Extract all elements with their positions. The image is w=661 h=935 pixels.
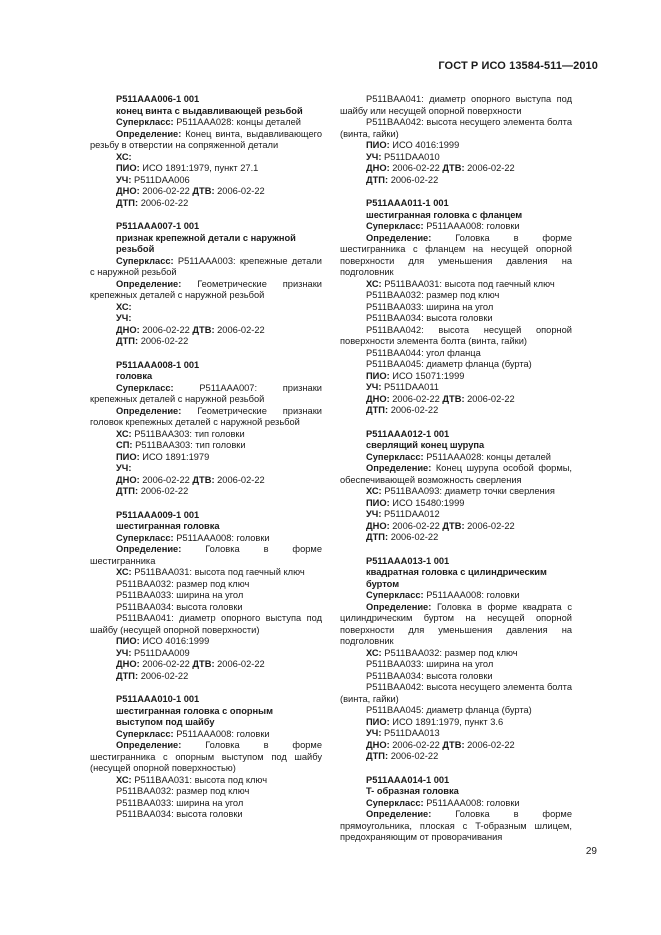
xc-value: P511BAA041: диаметр опорного выступа под шайбу (несущей опорной поверхности) [90, 613, 322, 635]
pio-label: ПИО: [116, 636, 140, 646]
xc-line [90, 602, 322, 614]
definition-line [340, 809, 572, 844]
dtp-value: 2006-02-22 [140, 197, 189, 208]
xc-line [90, 567, 322, 579]
dates-line [340, 394, 572, 406]
dtp-line [340, 751, 572, 763]
superclass-label: Суперкласс: [116, 532, 174, 543]
dno-label: ДНО: [116, 324, 140, 335]
definition-label: Определение: [366, 601, 432, 612]
superclass-label: Суперкласс: [366, 221, 424, 231]
pio-value: ИСО 1891:1979 [142, 451, 210, 462]
xc-line [340, 290, 572, 302]
dno-value: 2006-02-22 [142, 324, 190, 335]
xc-value: P511BAA034: высота головки [366, 670, 493, 681]
definition-value: Конец винта, выдавливающего резьбу в отверстии на сопряженной детали [90, 128, 322, 150]
entry-code: P511AAA008-1 001 [116, 359, 200, 370]
uch-line [340, 728, 572, 740]
dtp-value: 2006-02-22 [140, 486, 189, 496]
definition-line [90, 129, 322, 152]
uch-line [90, 313, 322, 325]
dtp-value: 2006-02-22 [140, 670, 189, 681]
xc-line [340, 671, 572, 683]
xc-line [340, 348, 572, 360]
xc-line [90, 152, 322, 164]
uch-line [340, 382, 572, 394]
dno-value: 2006-02-22 [392, 520, 440, 531]
dtv-label: ДТВ: [192, 659, 215, 669]
xc-line [340, 302, 572, 314]
xc-line [340, 682, 572, 705]
xc-line [340, 359, 572, 371]
entry-name: шестигранная головка с фланцем [366, 209, 523, 220]
xc-label: ХС: [116, 151, 132, 162]
dtv-value: 2006-02-22 [217, 474, 265, 485]
superclass-label: Суперкласс: [366, 451, 424, 462]
superclass-label: Суперкласс: [116, 382, 174, 393]
dtp-line [340, 532, 572, 544]
definition-value: Конец шурупа особой формы, обеспечивающей возможность сверления [340, 463, 572, 485]
definition-value: Геометрические признаки головок крепежных деталей с наружной резьбой [90, 405, 322, 427]
definition-line [340, 233, 572, 279]
superclass-label: Суперкласс: [116, 728, 174, 739]
pio-label: ПИО: [116, 163, 140, 173]
entry-name: квадратная головка с цилиндрическим буртом [366, 567, 547, 589]
pio-line [90, 452, 322, 464]
uch-line [340, 152, 572, 164]
dtp-value: 2006-02-22 [390, 174, 439, 185]
pio-label: ПИО: [366, 716, 390, 727]
dates-line [90, 186, 322, 198]
xc-value: P511BAA031: высота под гаечный ключ [134, 567, 305, 577]
definition-entry [340, 429, 572, 544]
pio-label: ПИО: [366, 140, 390, 150]
dates-line [90, 325, 322, 337]
right-column [340, 94, 572, 856]
page-number: 29 [585, 846, 597, 857]
entry-name: сверлящий конец шурупа [366, 440, 485, 450]
dtp-label: ДТП: [116, 336, 139, 346]
xc-value: P511BAA033: ширина на угол [116, 590, 244, 600]
definition-entry [90, 94, 322, 209]
xc-line [340, 486, 572, 498]
xc-value: P511BAA031: высота под ключ [134, 774, 268, 785]
dtv-label: ДТВ: [442, 163, 465, 173]
uch-label: УЧ: [116, 174, 132, 185]
pio-line [340, 140, 572, 152]
xc-value: P511BAA032: размер под ключ [384, 647, 518, 658]
dtv-label: ДТВ: [192, 324, 215, 335]
uch-label: УЧ: [116, 463, 132, 473]
superclass-line [90, 729, 322, 741]
sp-value: P511BAA303: тип головки [135, 440, 246, 450]
dtp-value: 2006-02-22 [390, 405, 439, 415]
superclass-label: Суперкласс: [116, 117, 174, 127]
uch-value: P511DAA006 [134, 174, 190, 185]
dtv-value: 2006-02-22 [467, 163, 515, 173]
xc-value: P511BAA032: размер под ключ [116, 786, 250, 796]
dtp-line [90, 486, 322, 498]
definition-entry [90, 221, 322, 348]
pio-line [90, 163, 322, 175]
dtv-value: 2006-02-22 [217, 186, 265, 196]
xc-line [90, 798, 322, 810]
definition-label: Определение: [116, 740, 182, 750]
xc-line [90, 302, 322, 314]
dno-label: ДНО: [366, 520, 390, 531]
dtv-label: ДТВ: [442, 739, 465, 750]
xc-label: ХС: [366, 647, 382, 658]
entry-code: P511AAA011-1 001 [366, 198, 449, 208]
page-header: ГОСТ Р ИСО 13584-511—2010 [438, 60, 598, 72]
entry-code: P511AAA007-1 001 [116, 221, 200, 231]
definition-value: Головка в форме прямоугольника, плоская с T-образным шлицем, предохраняющим от проворачивания [340, 809, 572, 842]
superclass-line [90, 533, 322, 545]
uch-line [90, 463, 322, 475]
dtp-label: ДТП: [366, 174, 389, 185]
xc-value: P511BAA093: диаметр точки сверления [384, 486, 555, 496]
dtp-label: ДТП: [116, 197, 139, 208]
pio-label: ПИО: [116, 451, 140, 462]
uch-line [90, 648, 322, 660]
definition-entry [340, 94, 572, 186]
xc-line [340, 705, 572, 717]
definition-entry [340, 775, 572, 844]
superclass-line [340, 221, 572, 233]
dtp-line [90, 671, 322, 683]
xc-line [90, 590, 322, 602]
xc-value: P511BAA041: диаметр опорного выступа под шайбу или несущей опорной поверхности [340, 94, 572, 116]
dates-line [90, 659, 322, 671]
dtv-value: 2006-02-22 [467, 520, 515, 531]
uch-value: P511DAA013 [384, 728, 440, 738]
dtp-label: ДТП: [116, 670, 139, 681]
superclass-label: Суперкласс: [366, 590, 424, 600]
xc-line [340, 117, 572, 140]
uch-line [90, 175, 322, 187]
entry-name: T- образная головка [366, 786, 459, 796]
dtv-label: ДТВ: [442, 520, 465, 531]
definition-label: Определение: [366, 232, 432, 243]
superclass-value: P511AAA028: концы деталей [426, 451, 552, 462]
xc-value: P511BAA303: тип головки [134, 428, 245, 439]
entry-code: P511AAA013-1 001 [366, 555, 450, 566]
definition-entry [340, 198, 572, 417]
definition-label: Определение: [116, 544, 182, 554]
definition-label: Определение: [116, 278, 182, 289]
pio-value: ИСО 4016:1999 [142, 636, 210, 646]
uch-label: УЧ: [116, 313, 132, 323]
xc-line [90, 579, 322, 591]
dno-label: ДНО: [366, 739, 390, 750]
dates-line [340, 740, 572, 752]
xc-label: ХС: [116, 428, 132, 439]
dtp-line [90, 336, 322, 348]
superclass-value: P511AAA008: головки [176, 728, 270, 739]
definition-entry [90, 694, 322, 821]
entry-name: признак крепежной детали с наружной резьбой [116, 232, 296, 254]
xc-value: P511BAA044: угол фланца [366, 347, 481, 358]
xc-line [340, 313, 572, 325]
entry-name: шестигранная головка [116, 521, 220, 531]
xc-value: P511BAA034: высота головки [366, 313, 493, 323]
xc-label: ХС: [366, 486, 382, 496]
definition-label: Определение: [366, 809, 432, 819]
uch-label: УЧ: [366, 151, 382, 162]
dates-line [340, 163, 572, 175]
dno-value: 2006-02-22 [392, 163, 440, 173]
xc-line [90, 809, 322, 821]
xc-line [90, 786, 322, 798]
xc-value: P511BAA032: размер под ключ [366, 290, 500, 300]
sp-line [90, 440, 322, 452]
pio-line [340, 498, 572, 510]
uch-label: УЧ: [366, 382, 382, 392]
superclass-value: P511AAA007: признаки крепежных деталей с наружной резьбой [90, 382, 322, 404]
xc-value: P511BAA045: диаметр фланца (бурта) [366, 359, 532, 369]
dtp-label: ДТП: [366, 751, 389, 761]
dno-label: ДНО: [366, 163, 390, 173]
uch-value: P511DAA009 [134, 647, 190, 658]
xc-line [340, 325, 572, 348]
xc-label: ХС: [116, 567, 132, 577]
dtp-line [340, 405, 572, 417]
definition-line [90, 279, 322, 302]
dtp-value: 2006-02-22 [390, 751, 439, 761]
superclass-label: Суперкласс: [366, 797, 424, 808]
definition-entry [90, 360, 322, 498]
entry-name: шестигранная головка с опорным выступом под шайбу [116, 705, 273, 727]
xc-label: ХС: [116, 774, 132, 785]
xc-line [340, 659, 572, 671]
dtv-value: 2006-02-22 [217, 324, 265, 335]
entry-code: P511AAA012-1 001 [366, 428, 450, 439]
definition-label: Определение: [116, 405, 182, 416]
dtp-line [340, 175, 572, 187]
dno-value: 2006-02-22 [142, 659, 190, 669]
dtv-value: 2006-02-22 [217, 659, 265, 669]
definition-value: Головка в форме квадрата с цилиндрическим буртом на несущей опорной поверхности для уменьшения давления на подголовник [340, 601, 572, 646]
dtv-label: ДТВ: [192, 186, 215, 196]
dtv-value: 2006-02-22 [467, 393, 515, 404]
dno-label: ДНО: [116, 659, 140, 669]
sp-label: СП: [116, 440, 133, 450]
pio-label: ПИО: [366, 370, 390, 381]
dtp-value: 2006-02-22 [140, 336, 189, 346]
dno-value: 2006-02-22 [142, 186, 190, 196]
xc-value: P511BAA033: ширина на угол [366, 301, 494, 312]
xc-line [90, 429, 322, 441]
superclass-value: P511AAA028: концы деталей [176, 117, 302, 127]
definition-value: Геометрические признаки крепежных деталей с наружной резьбой [90, 278, 322, 300]
pio-line [340, 717, 572, 729]
uch-value: P511DAA011 [384, 382, 439, 392]
definition-line [90, 406, 322, 429]
pio-value: ИСО 1891:1979, пункт 3.6 [392, 716, 504, 727]
dtp-label: ДТП: [366, 405, 389, 415]
xc-label: ХС: [366, 278, 382, 289]
definition-label: Определение: [116, 128, 182, 139]
xc-value: P511BAA042: высота несущего элемента болта (винта, гайки) [340, 682, 572, 704]
xc-line [90, 613, 322, 636]
xc-line [340, 648, 572, 660]
superclass-line [90, 117, 322, 129]
xc-line [90, 775, 322, 787]
superclass-label: Суперкласс: [116, 255, 174, 266]
dtv-label: ДТВ: [442, 393, 465, 404]
definition-value: Головка в форме шестигранника [90, 544, 322, 566]
pio-value: ИСО 1891:1979, пункт 27.1 [142, 163, 259, 173]
dtp-label: ДТП: [366, 532, 389, 542]
left-column [90, 94, 322, 833]
entry-code: P511AAA009-1 001 [116, 509, 200, 520]
definition-label: Определение: [366, 463, 432, 473]
pio-line [340, 371, 572, 383]
xc-value: P511BAA032: размер под ключ [116, 578, 250, 589]
dno-label: ДНО: [116, 474, 140, 485]
definition-line [90, 544, 322, 567]
xc-value: P511BAA033: ширина на угол [366, 659, 494, 669]
pio-label: ПИО: [366, 497, 390, 508]
uch-value: P511DAA010 [384, 151, 440, 162]
superclass-value: P511AAA008: головки [426, 221, 520, 231]
definition-line [340, 463, 572, 486]
dno-value: 2006-02-22 [392, 739, 440, 750]
entry-name: головка [116, 371, 153, 381]
xc-value: P511BAA034: высота головки [116, 809, 243, 819]
dno-value: 2006-02-22 [142, 474, 190, 485]
xc-line [340, 279, 572, 291]
definition-entry [90, 510, 322, 683]
entry-code: P511AAA010-1 001 [116, 694, 200, 704]
superclass-line [90, 383, 322, 406]
xc-value: P511BAA045: диаметр фланца (бурта) [366, 705, 532, 715]
uch-label: УЧ: [366, 728, 382, 738]
xc-value: P511BAA042: высота несущего элемента болта (винта, гайки) [340, 117, 572, 139]
pio-line [90, 636, 322, 648]
xc-line [340, 94, 572, 117]
superclass-line [340, 590, 572, 602]
dtp-label: ДТП: [116, 486, 139, 496]
entry-name: конец винта с выдавливающей резьбой [116, 105, 303, 116]
uch-value: P511DAA012 [384, 509, 440, 519]
pio-value: ИСО 15480:1999 [392, 497, 465, 508]
superclass-value: P511AAA008: головки [426, 590, 520, 600]
uch-line [340, 509, 572, 521]
entry-code: P511AAA006-1 001 [116, 94, 200, 104]
definition-line [340, 602, 572, 648]
definition-value: Головка в форме шестигранника с фланцем на несущей опорной поверхности для уменьшения давления на подголовник [340, 232, 572, 277]
dno-label: ДНО: [116, 186, 140, 196]
xc-value: P511BAA031: высота под гаечный ключ [384, 278, 555, 289]
superclass-line [340, 798, 572, 810]
xc-value: P511BAA034: высота головки [116, 601, 243, 612]
superclass-value: P511AAA003: крепежные детали с наружной резьбой [90, 255, 322, 277]
superclass-value: P511AAA008: головки [176, 532, 270, 543]
superclass-line [340, 452, 572, 464]
dates-line [340, 521, 572, 533]
dtp-value: 2006-02-22 [390, 532, 439, 542]
uch-label: УЧ: [116, 647, 132, 658]
dtv-label: ДТВ: [192, 474, 215, 485]
entry-code: P511AAA014-1 001 [366, 774, 450, 785]
definition-entry [340, 556, 572, 763]
dno-value: 2006-02-22 [392, 393, 440, 404]
superclass-line [90, 256, 322, 279]
xc-label: ХС: [116, 301, 132, 312]
uch-label: УЧ: [366, 509, 382, 519]
xc-value: P511BAA033: ширина на угол [116, 797, 244, 808]
pio-value: ИСО 4016:1999 [392, 140, 460, 150]
definition-value: Головка в форме шестигранника с опорным выступом под шайбу (несущей опорной поверхностью) [90, 740, 322, 773]
xc-value: P511BAA042: высота несущей опорной поверхности элемента болта (винта, гайки) [340, 324, 572, 346]
dtp-line [90, 198, 322, 210]
definition-line [90, 740, 322, 775]
dtv-value: 2006-02-22 [467, 739, 515, 750]
dates-line [90, 475, 322, 487]
pio-value: ИСО 15071:1999 [392, 370, 465, 381]
superclass-value: P511AAA008: головки [426, 797, 520, 808]
dno-label: ДНО: [366, 393, 390, 404]
